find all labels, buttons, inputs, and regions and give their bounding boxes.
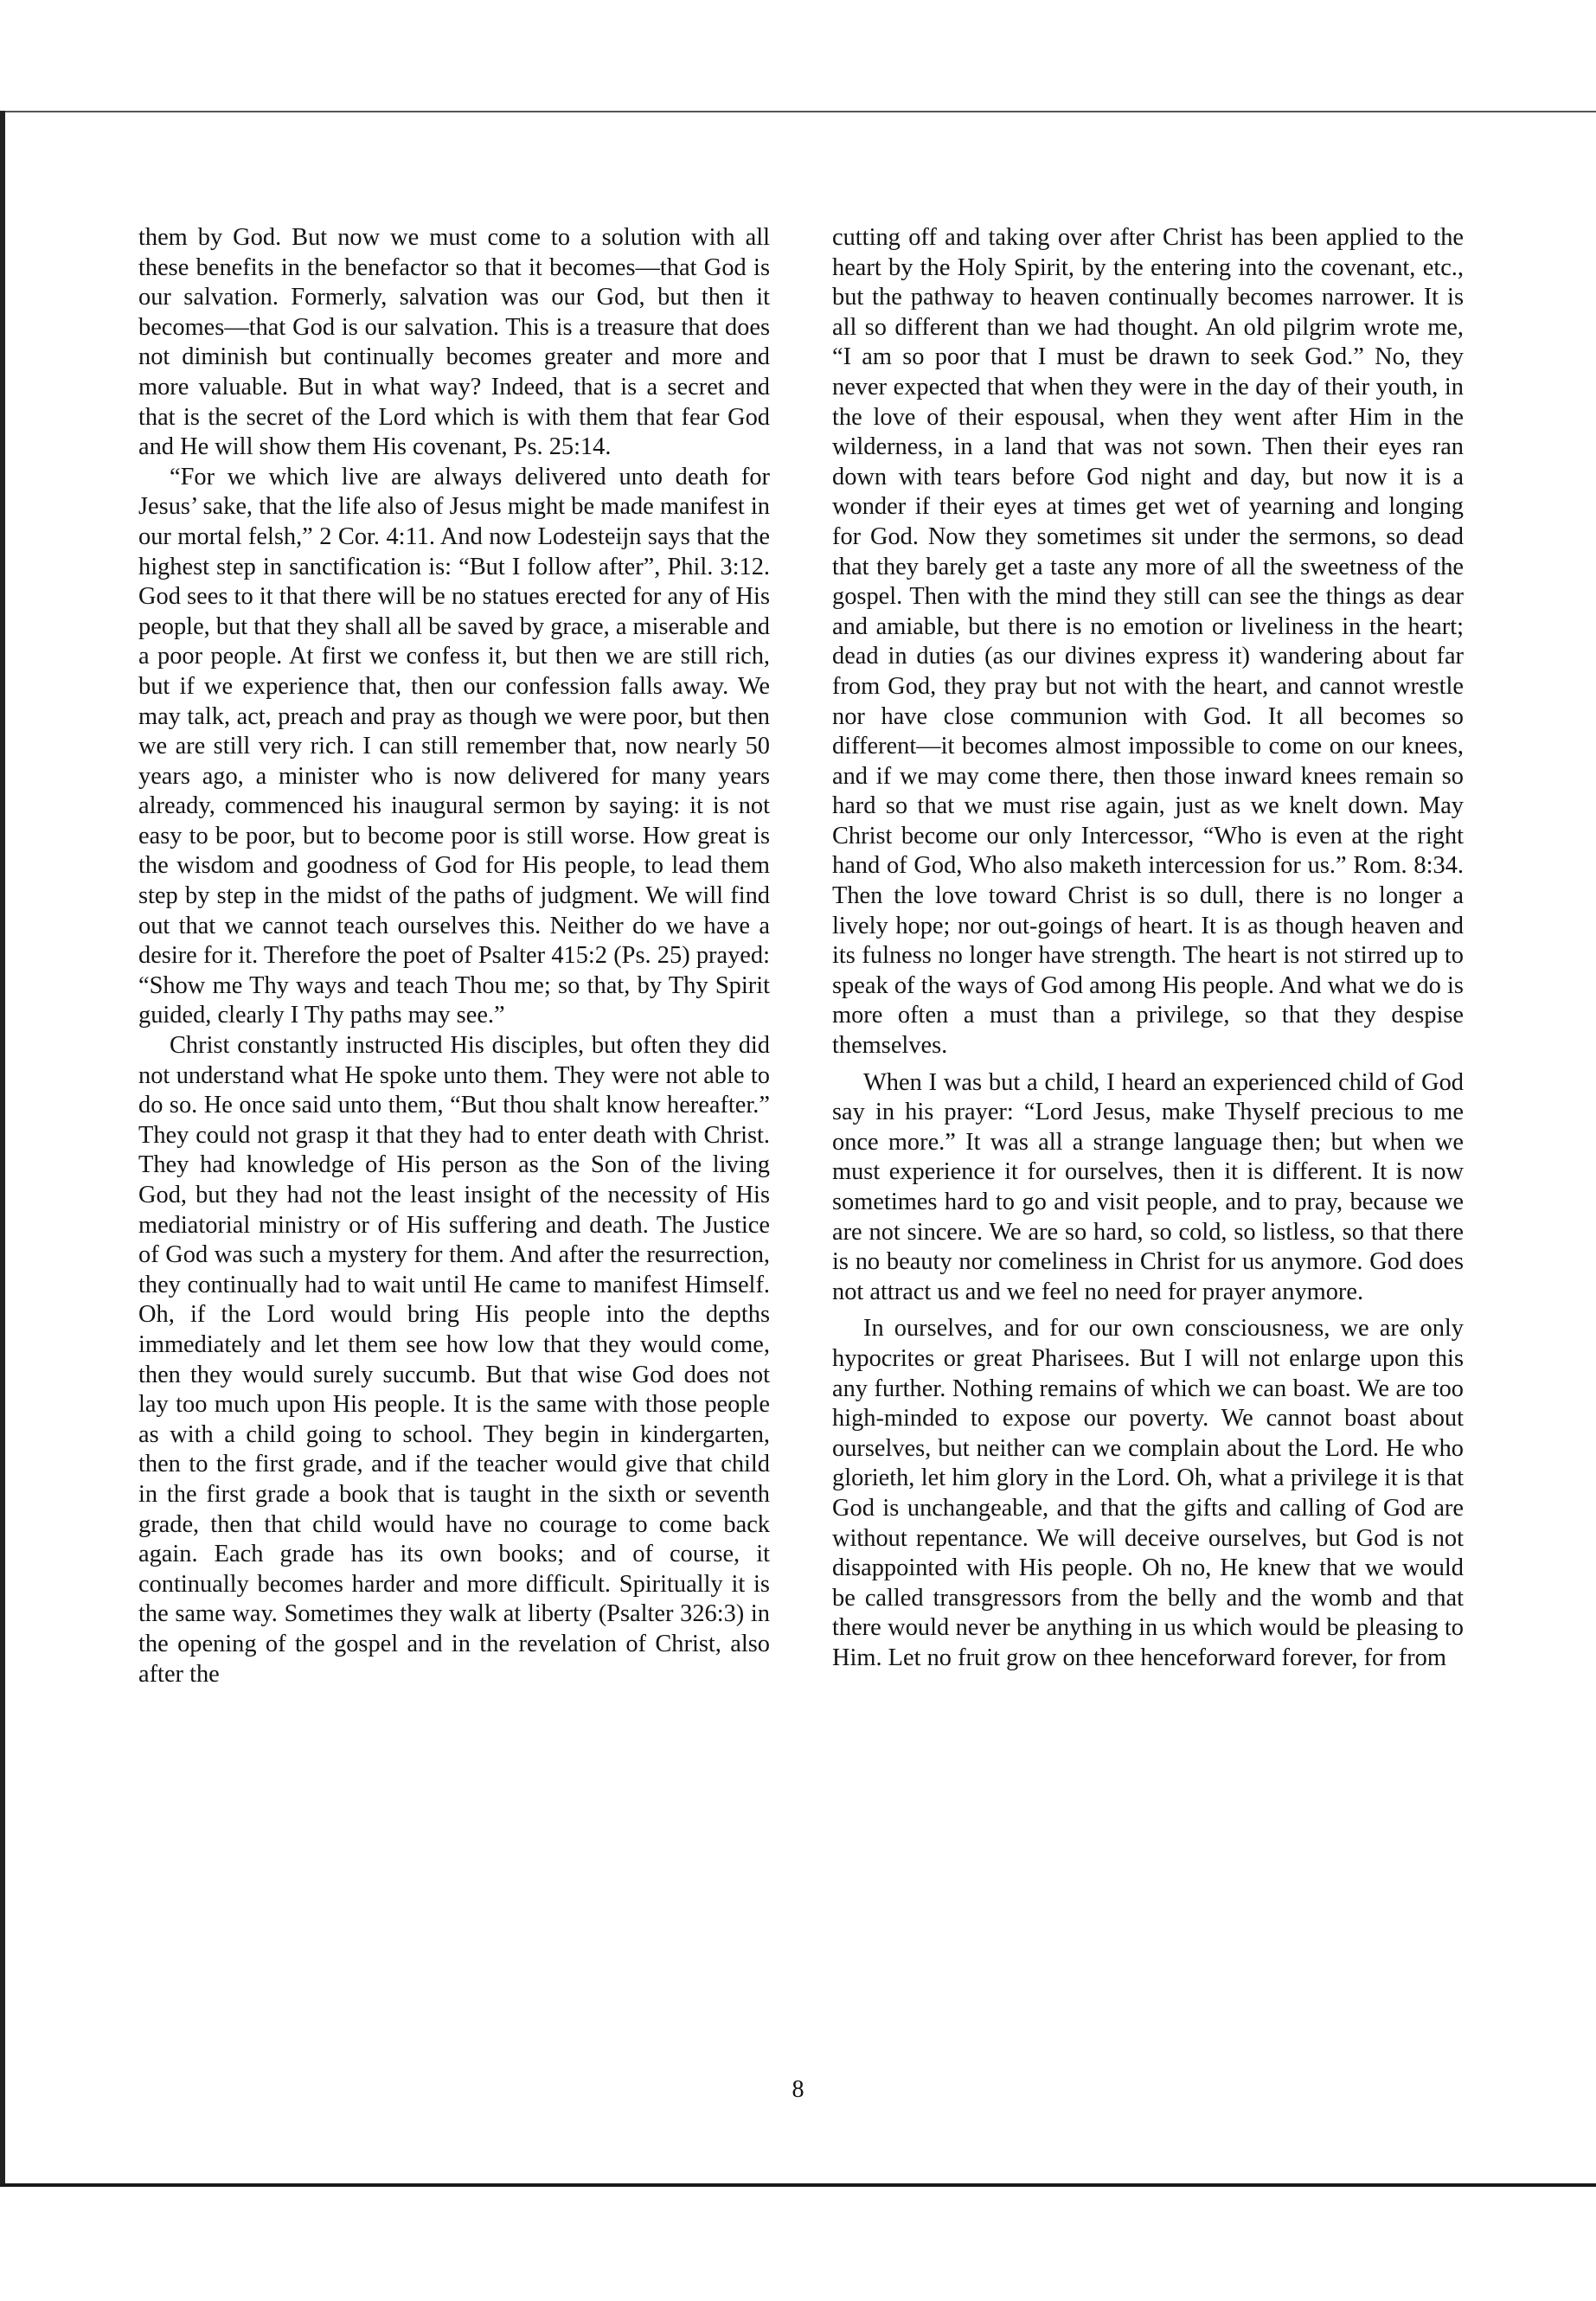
left-text-column [138, 223, 770, 1689]
left-scan-edge [0, 111, 5, 2187]
paragraph: In ourselves, and for our own consciousness, we are only hypocrites or great Pharisees. But I will not enlarge upon this any further. Nothing remains of which we can boast. We are too high-minded to expose our poverty. We cannot boast about ourselves, but neither can we complain about the Lord. He who glorieth, let him glory in the Lord. Oh, what a privilege it is that God is unchangeable, and that the gifts and calling of God are without repentance. We will deceive ourselves, but God is not disappointed with His people. Oh no, He knew that we would be called transgressors from the belly and the womb and that there would never be anything in us which would be pleasing to Him. Let no fruit grow on thee henceforward forever, for from [832, 1315, 1464, 1671]
bottom-scan-edge [0, 2183, 1596, 2187]
paragraph: When I was but a child, I heard an experienced child of God say in his prayer: “Lord Jesus, make Thyself precious to me once more.” It was all a strange language then; but when we must experience it for ourselves, then it is different. It is now sometimes hard to go and visit people, and to pray, because we are not sincere. We are so hard, so cold, so listless, so that there is no beauty nor comeliness in Christ for us anymore. God does not attract us and we feel no need for prayer anymore. [832, 1068, 1464, 1305]
right-text-column [832, 223, 1464, 1674]
paragraph: them by God. But now we must come to a solution with all these benefits in the benefactor so that it becomes—that God is our salvation. Formerly, salvation was our God, but then it becomes—that God is our salvation. This is a treasure that does not diminish but continually becomes greater and more and more valuable. But in what way? Indeed, that is a secret and that is the secret of the Lord which is with them that fear God and He will show them His covenant, Ps. 25:14. [138, 224, 770, 461]
paragraph: “For we which live are always delivered unto death for Jesus’ sake, that the life also of Jesus might be made manifest in our mortal felsh,” 2 Cor. 4:11. And now Lodesteijn says that the highest step in sanctification is: “But I follow after”, Phil. 3:12. God sees to it that there will be no statues erected for any of His people, but that they shall all be saved by grace, a miserable and a poor people. At first we confess it, but then we are still rich, but if we experience that, then our confession falls away. We may talk, act, preach and pray as though we were poor, but then we are still very rich. I can still remember that, now nearly 50 years ago, a minister who is now delivered for many years already, commenced his inaugural sermon by saying: it is not easy to be poor, but to become poor is still worse. How great is the wisdom and goodness of God for His people, to lead them step by step in the midst of the paths of judgment. We will find out that we cannot teach ourselves this. Neither do we have a desire for it. Therefore the poet of Psalter 415:2 (Ps. 25) prayed: “Show me Thy ways and teach Thou me; so that, by Thy Spirit guided, clearly I Thy paths may see.” [138, 463, 771, 1029]
paragraph: cutting off and taking over after Christ has been applied to the heart by the Holy Spirit, by the entering into the covenant, etc., but the pathway to heaven continually becomes narrower. It is all so different than we had thought. An old pilgrim wrote me, “I am so poor that I must be drawn to seek God.” No, they never expected that when they were in the day of their youth, in the love of their espousal, when they went after Him in the wilderness, in a land that was not sown. Then their eyes ran down with tears before God night and day, but now it is a wonder if their eyes at times get wet of yearning and longing for God. Now they sometimes sit under the sermons, so dead that they barely get a taste any more of all the sweetness of the gospel. Then with the mind they still can see the things as dear and amiable, but there is no emotion or liveliness in the heart; dead in duties (as our divines express it) wandering about far from God, they pray but not with the heart, and cannot wrestle nor have close communion with God. It all becomes so different—it becomes almost impossible to come on our knees, and if we may come there, then those inward knees remain so hard so that we must rise again, just as we knelt down. May Christ become our only Intercessor, “Who is even at the right hand of God, Who also maketh intercession for us.” Rom. 8:34. Then the love toward Christ is so dull, there is no longer a lively hope; nor out-goings of heart. It is as though heaven and its fulness no longer have strength. The heart is not stirred up to speak of the ways of God among His people. And what we do is more often a must than a privilege, so that they despise themselves. [832, 224, 1464, 1060]
top-scan-edge [0, 111, 1596, 112]
page-number: 8 [792, 2076, 804, 2103]
paragraph: Christ constantly instructed His disciples, but often they did not understand what He spoke unto them. They were not able to do so. He once said unto them, “But thou shalt know hereafter.” They could not grasp it that they had to enter death with Christ. They had knowledge of His person as the Son of the living God, but they had not the least insight of the necessity of His mediatorial ministry or of His suffering and death. The Justice of God was such a mystery for them. And after the resurrection, they continually had to wait until He came to manifest Himself. Oh, if the Lord would bring His people into the depths immediately and let them see how low that they would come, then they would surely succumb. But that wise God does not lay too much upon His people. It is the same with those people as with a child going to school. They begin in kindergarten, then to the first grade, and if the teacher would give that child in the first grade a book that is taught in the sixth or seventh grade, then that child would have no courage to come back again. Each grade has its own books; and of course, it continually becomes harder and more difficult. Spiritually it is the same way. Sometimes they walk at liberty (Psalter 326:3) in the opening of the gospel and in the revelation of Christ, also after the [138, 1032, 770, 1688]
